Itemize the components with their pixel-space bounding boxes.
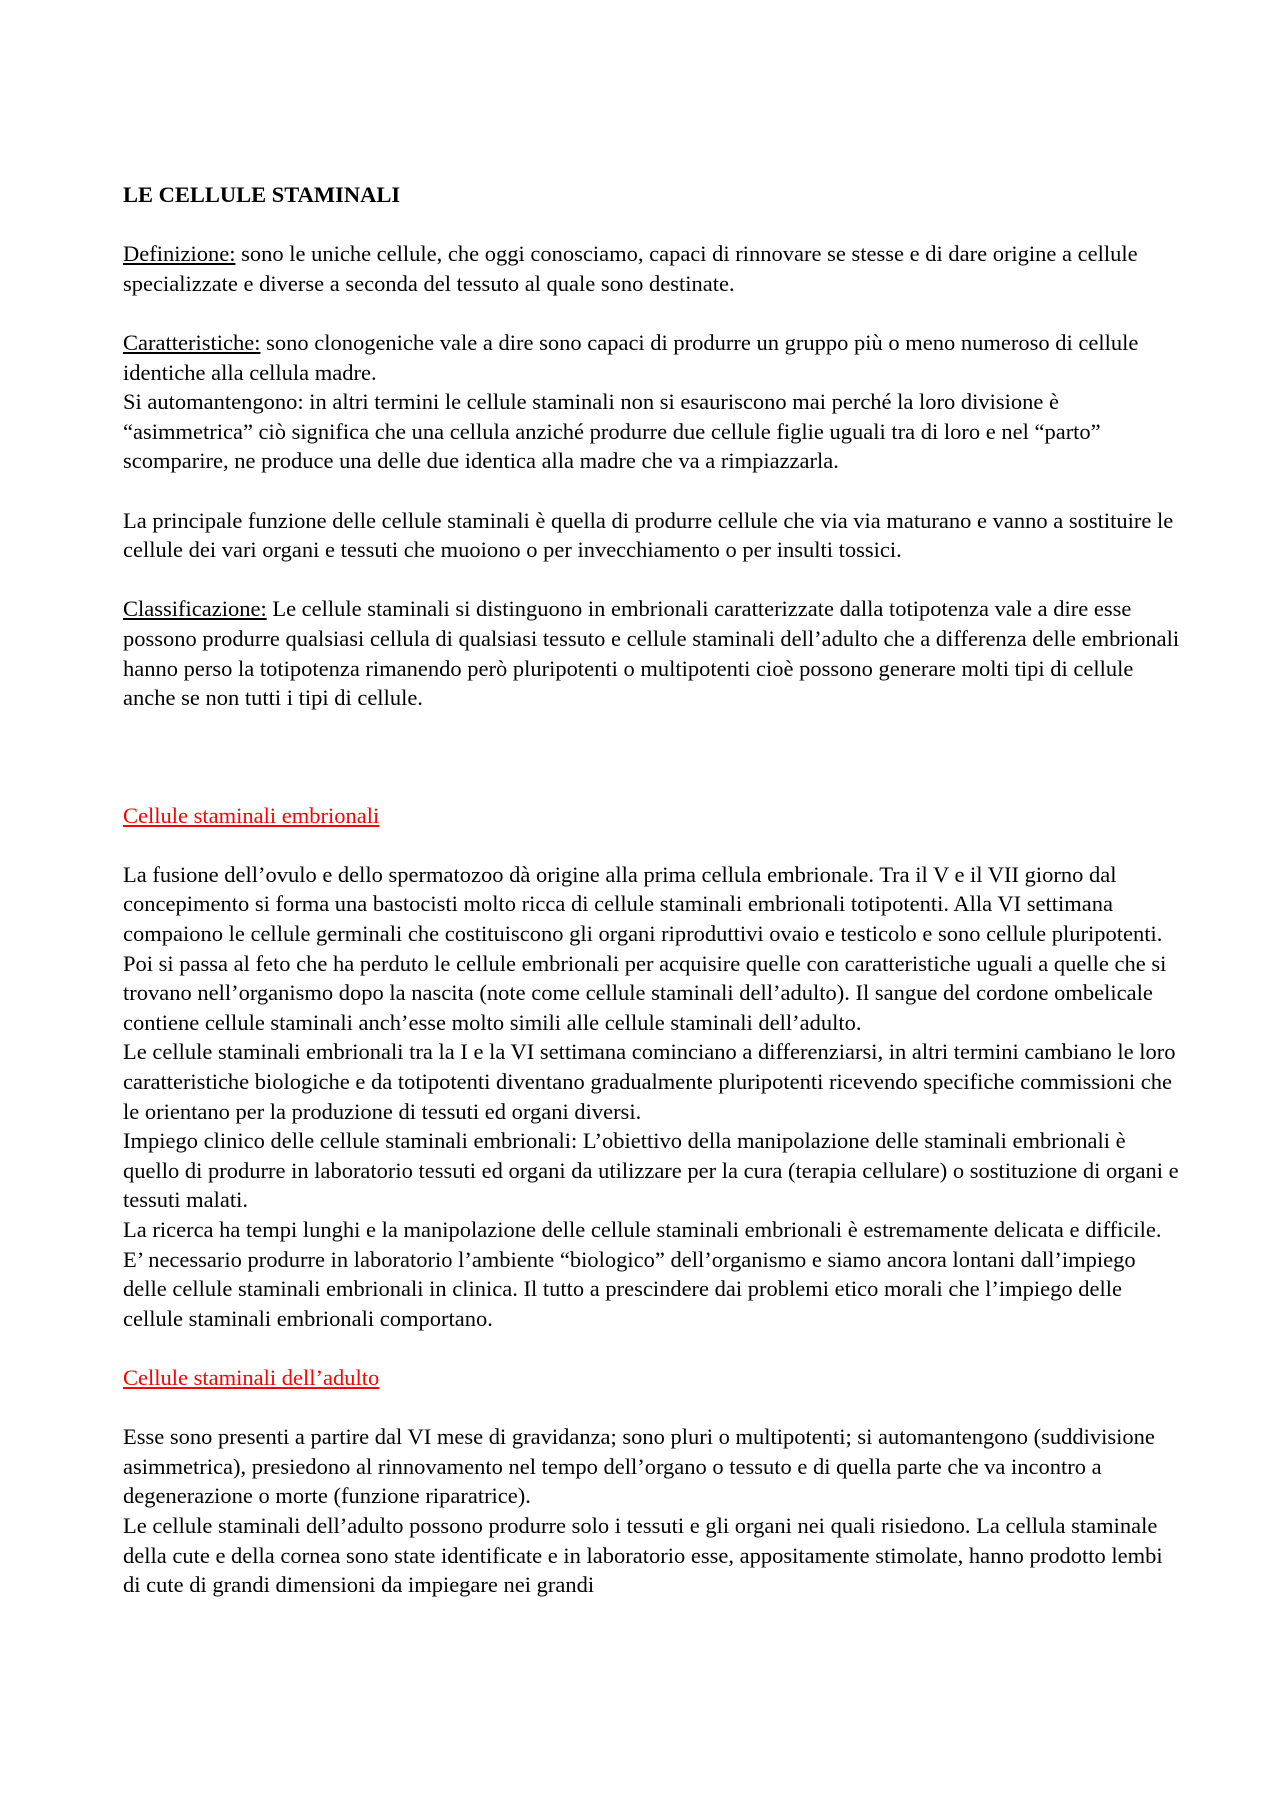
spacer (123, 1333, 1183, 1363)
embrionali-paragraph-4: La ricerca ha tempi lunghi e la manipolazione delle cellule staminali embrionali è estremamente delicata e difficile. E’ necessario produrre in laboratorio l’ambiente “biologico” dell’organismo e siamo ancora lontani dall’impiego delle cellule staminali embrionali in clinica. Il tutto a prescindere dai problemi etico morali che l’impiego delle cellule staminali embrionali comportano. (123, 1217, 1162, 1331)
spacer (123, 830, 1183, 860)
spacer (123, 210, 1183, 240)
caratteristiche-label: Caratteristiche: (123, 329, 261, 355)
funzione-paragraph: La principale funzione delle cellule staminali è quella di produrre cellule che via via maturano e vanno a sostituire le cellule dei vari organi e tessuti che muoiono o per invecchiamento o per insulti tossici. (123, 507, 1174, 563)
caratteristiche-text: sono clonogeniche vale a dire sono capaci di produrre un gruppo più o meno numeroso di cellule identiche alla cellula madre. (123, 329, 1139, 385)
adulto-heading: Cellule staminali dell’adulto (123, 1364, 380, 1390)
classificazione-label: Classificazione: (123, 596, 267, 622)
caratteristiche-paragraph (123, 328, 1183, 387)
adulto-paragraph-2: Le cellule staminali dell’adulto possono produrre solo i tessuti e gli organi nei quali risiedono. La cellula staminale della cute e della cornea sono state identificate e in laboratorio esse, appositamente stimolate, hanno prodotto lembi di cute di grandi dimensioni da impiegare nei grandi (123, 1512, 1163, 1598)
automantengono-paragraph: Si automantengono: in altri termini le cellule staminali non si esauriscono mai perché la loro divisione è “asimmetrica” ciò significa che una cellula anziché produrre due cellule figlie uguali tra di loro e nel “parto” scomparire, ne produce una delle due identica alla madre che va a rimpiazzarla. (123, 389, 1101, 474)
classificazione-paragraph (123, 594, 1183, 712)
document-page (123, 180, 1183, 1600)
spacer (123, 565, 1183, 595)
spacer (123, 298, 1183, 328)
spacer (123, 1393, 1183, 1423)
spacer (123, 476, 1183, 506)
classificazione-text: Le cellule staminali si distinguono in embrionali caratterizzate dalla totipotenza vale a dire esse possono produrre qualsiasi cellula di qualsiasi tessuto e cellule staminali dell’adulto che a differenza delle embrionali hanno perso la totipotenza rimanendo però pluripotenti o multipotenti cioè possono generare molti tipi di cellule anche se non tutti i tipi di cellule. (123, 596, 1180, 711)
spacer (123, 713, 1183, 801)
adulto-paragraph-1: Esse sono presenti a partire dal VI mese di gravidanza; sono pluri o multipotenti; si automantengono (suddivisione asimmetrica), presiedono al rinnovamento nel tempo dell’organo o tessuto e di quella parte che va incontro a degenerazione o morte (funzione riparatrice). (123, 1424, 1155, 1509)
embrionali-paragraph-2: Le cellule staminali embrionali tra la I e la VI settimana cominciano a differenziarsi, in altri termini cambiano le loro caratteristiche biologiche e da totipotenti diventano gradualmente pluripotenti ricevendo specifiche commissioni che le orientano per la produzione di tessuti ed organi diversi. (123, 1039, 1176, 1124)
definizione-paragraph (123, 239, 1183, 298)
definizione-text: sono le uniche cellule, che oggi conosciamo, capaci di rinnovare se stesse e di dare origine a cellule specializzate e diverse a seconda del tessuto al quale sono destinate. (123, 241, 1138, 296)
embrionali-paragraph-3: Impiego clinico delle cellule staminali embrionali: L’obiettivo della manipolazione delle staminali embrionali è quello di produrre in laboratorio tessuti ed organi da utilizzare per la cura (terapia cellulare) o sostituzione di organi e tessuti malati. (123, 1128, 1179, 1213)
document-title: LE CELLULE STAMINALI (123, 182, 401, 207)
embrionali-paragraph-1: La fusione dell’ovulo e dello spermatozoo dà origine alla prima cellula embrionale. Tra il V e il VII giorno dal concepimento si forma una bastocisti molto ricca di cellule staminali embrionali totipotenti. Alla VI settimana compaiono le cellule germinali che costituiscono gli organi riproduttivi ovaio e testicolo e sono cellule pluripotenti. Poi si passa al feto che ha perduto le cellule embrionali per acquisire quelle con caratteristiche uguali a quelle che si trovano nell’organismo dopo la nascita (note come cellule staminali dell’adulto). Il sangue del cordone ombelicale contiene cellule staminali anch’esse molto simili alle cellule staminali dell’adulto. (123, 861, 1167, 1035)
definizione-label: Definizione: (123, 241, 236, 267)
embrionali-heading: Cellule staminali embrionali (123, 802, 380, 828)
